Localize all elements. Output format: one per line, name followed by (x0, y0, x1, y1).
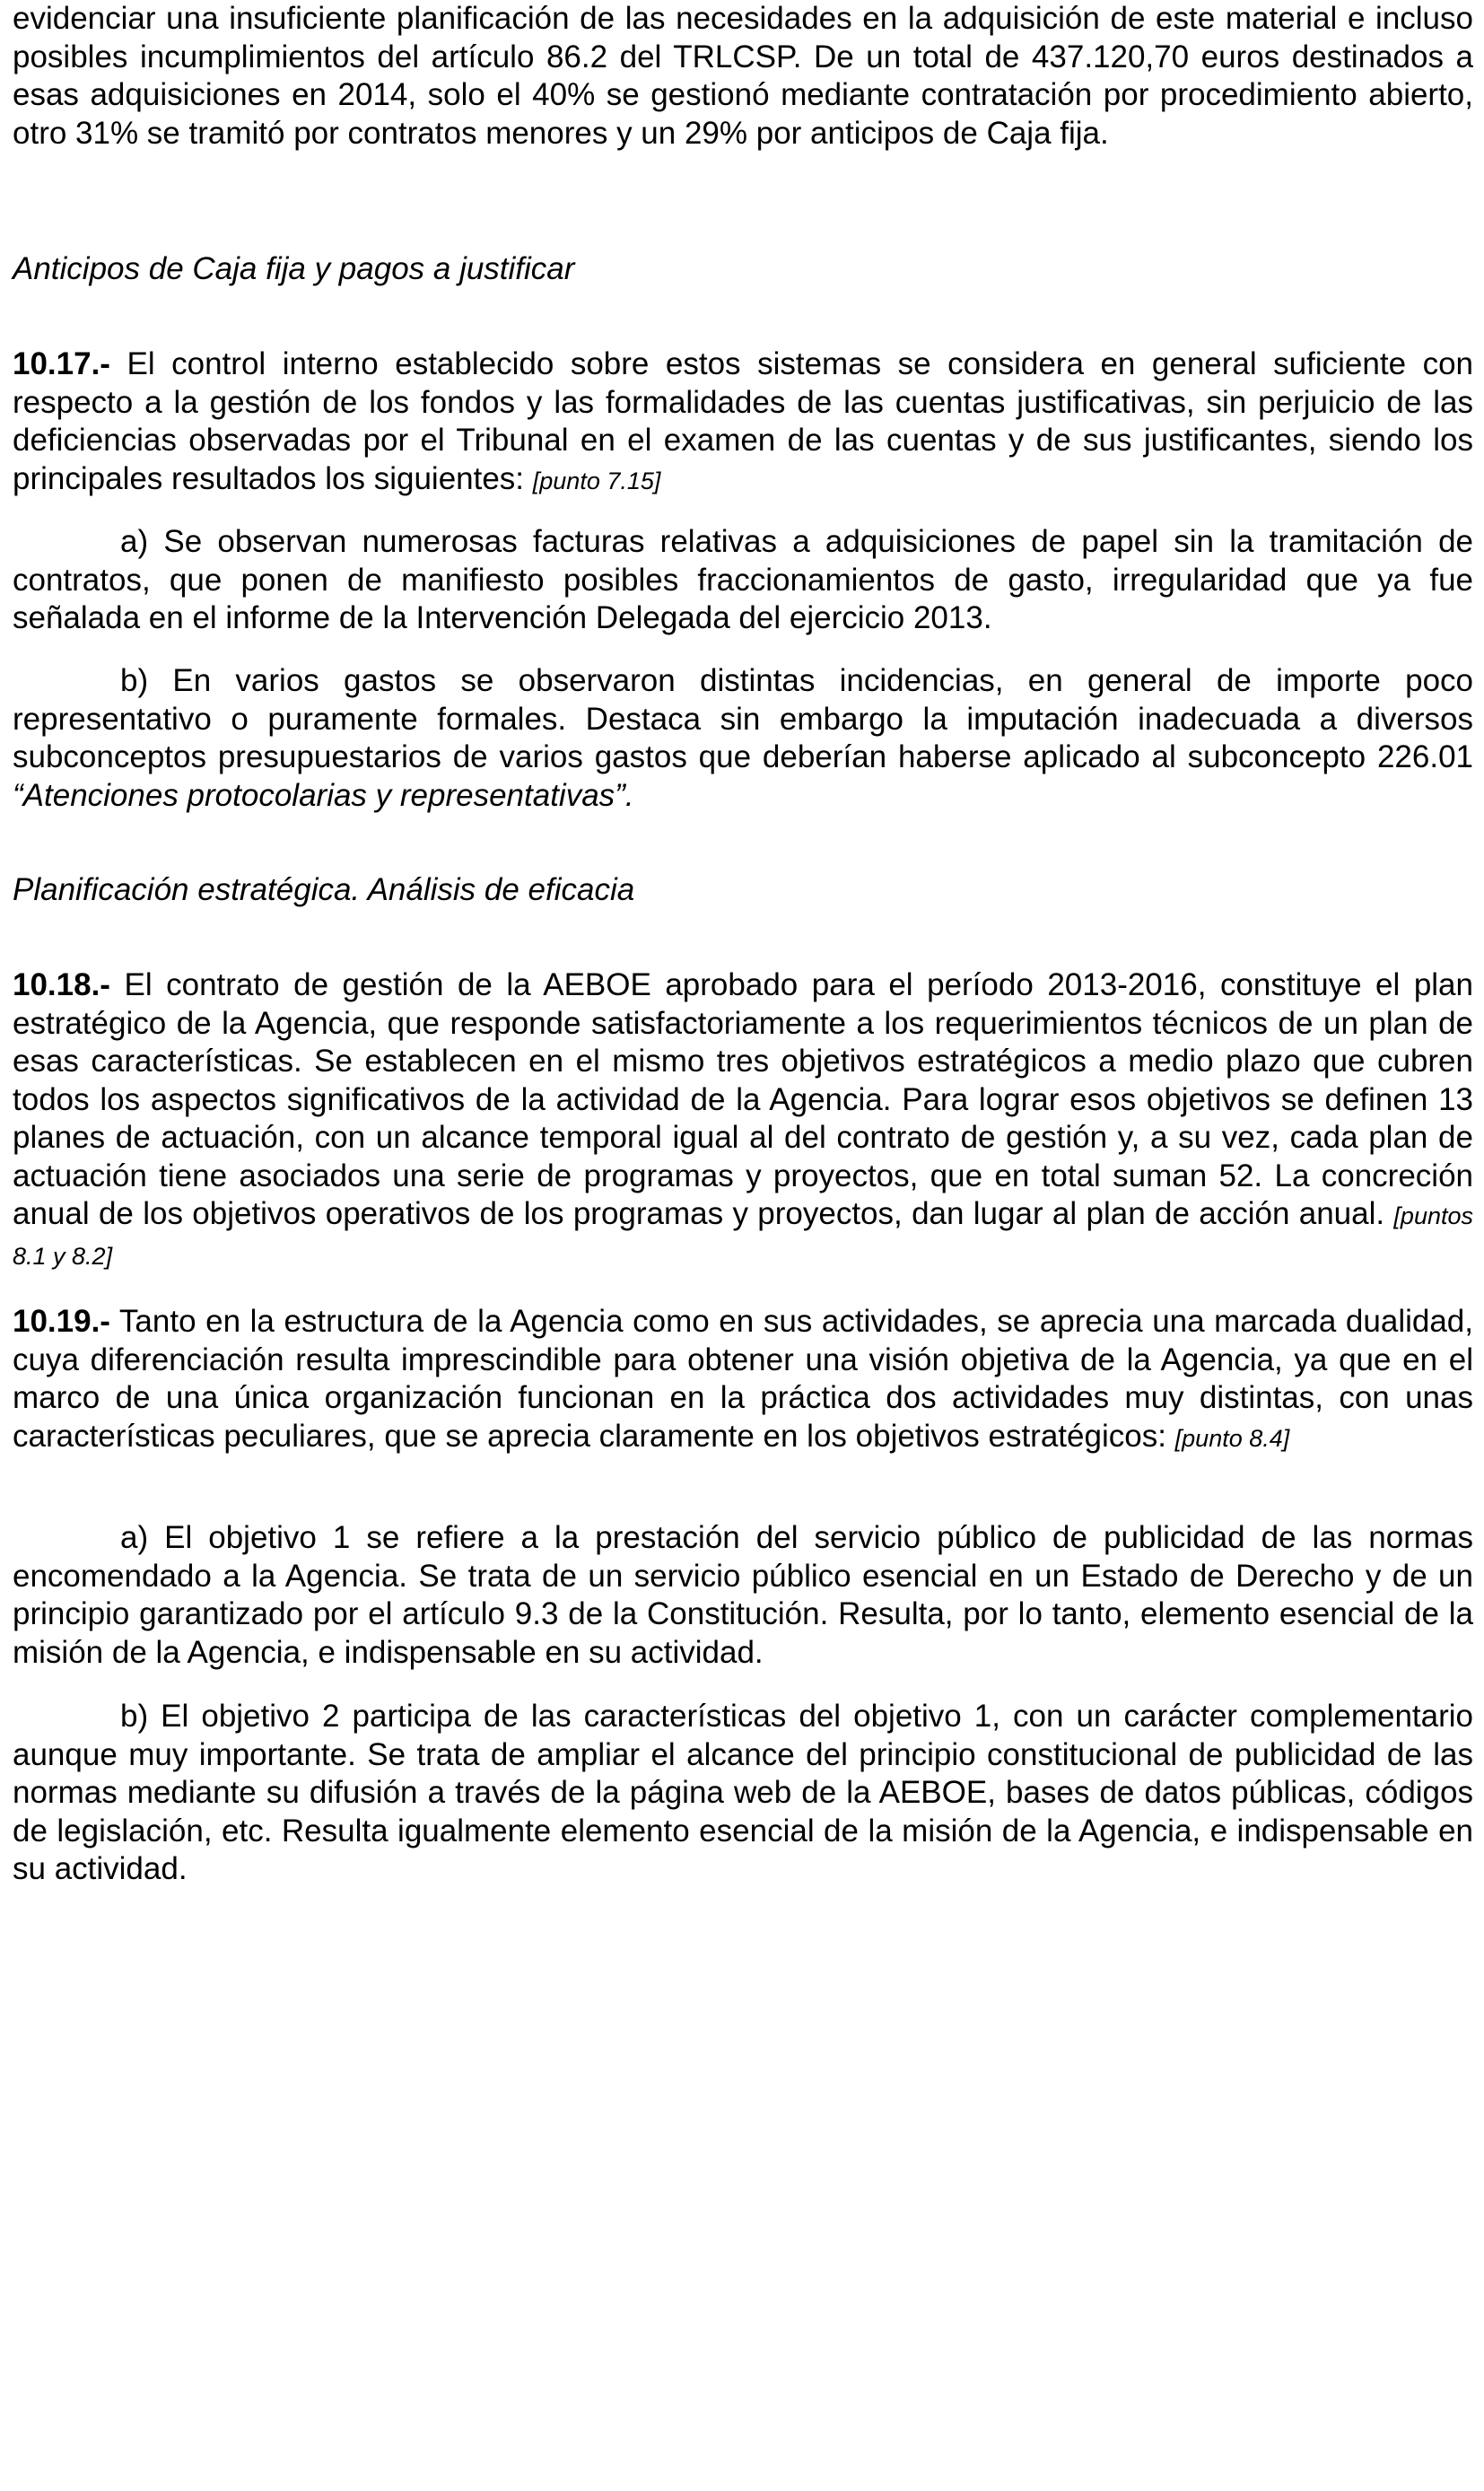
paragraph-text: El contrato de gestión de la AEBOE aprobado para el período 2013-2016, constituye el plan estratégico de la Agencia, que responde satisfactoriamente a los requerimientos técnicos de un plan de esas características. Se establecen en el mismo tres objetivos estratégicos a medio plazo que cubren todos los aspectos significativos de la actividad de la Agencia. Para lograr esos objetivos se definen 13 planes de actuación, con un alcance temporal igual al del contrato de gestión y, a su vez, cada plan de actuación tiene asociados una serie de programas y proyectos, que en total suman 52. La concreción anual de los objetivos operativos de los programas y proyectos, dan lugar al plan de acción anual. (13, 967, 1473, 1231)
item-quote: “Atenciones protocolarias y representativas”. (13, 777, 634, 813)
paragraph-10-17 (13, 345, 1473, 500)
intro-paragraph: evidenciar una insuficiente planificación de las necesidades en la adquisición de este material e incluso posibles incumplimientos del artículo 86.2 del TRLCSP. De un total de 437.120,70 euros destinados a esas adquisiciones en 2014, solo el 40% se gestionó mediante contratación por procedimiento abierto, otro 31% se tramitó por contratos menores y un 29% por anticipos de Caja fija. (13, 1, 1473, 151)
section-heading-planificacion: Planificación estratégica. Análisis de eficacia (13, 872, 635, 907)
list-item-b-objetivos: b) El objetivo 2 participa de las características del objetivo 1, con un carácter complementario aunque muy importante. Se trata de ampliar el alcance del principio constitucional de publicidad de las normas mediante su difusión a través de la página web de la AEBOE, bases de datos públicas, códigos de legislación, etc. Resulta igualmente elemento esencial de la misión de la Agencia, e indispensable en su actividad. (13, 1699, 1473, 1886)
paragraph-reference: [puntos 8.1 y 8.2] (13, 1202, 1473, 1270)
paragraph-number: 10.18.- (13, 967, 110, 1002)
list-item-a-anticipos: a) Se observan numerosas facturas relativas a adquisiciones de papel sin la tramitación de contratos, que ponen de manifiesto posibles fraccionamientos de gasto, irregularidad que ya fue señalada en el informe de la Intervención Delegada del ejercicio 2013. (13, 524, 1473, 635)
section-heading-anticipos: Anticipos de Caja fija y pagos a justificar (13, 251, 575, 286)
list-item-a-objetivos: a) El objetivo 1 se refiere a la prestación del servicio público de publicidad de las normas encomendado a la Agencia. Se trata de un servicio público esencial en un Estado de Derecho y de un principio garantizado por el artículo 9.3 de la Constitución. Resulta, por lo tanto, elemento esencial de la misión de la Agencia, e indispensable en su actividad. (13, 1520, 1473, 1670)
paragraph-reference: [punto 7.15] (532, 467, 661, 494)
paragraph-10-19 (13, 1303, 1473, 1457)
item-text: b) En varios gastos se observaron distintas incidencias, en general de importe poco representativo o puramente formales. Destaca sin embargo la imputación inadecuada a diversos subconceptos presupuestarios de varios gastos que deberían haberse aplicado al subconcepto 226.01 (13, 663, 1473, 774)
paragraph-reference: [punto 8.4] (1174, 1424, 1290, 1452)
paragraph-10-18 (13, 966, 1473, 1275)
paragraph-text: El control interno establecido sobre estos sistemas se considera en general suficiente con respecto a la gestión de los fondos y las formalidades de las cuentas justificativas, sin perjuicio de las deficiencias observadas por el Tribunal en el examen de las cuentas y de sus justificantes, siendo los principales resultados los siguientes: (13, 346, 1473, 496)
list-item-b-anticipos (13, 662, 1473, 815)
paragraph-number: 10.17.- (13, 346, 110, 381)
paragraph-text: Tanto en la estructura de la Agencia como en sus actividades, se aprecia una marcada dualidad, cuya diferenciación resulta imprescindible para obtener una visión objetiva de la Agencia, ya que en el marco de una única organización funcionan en la práctica dos actividades muy distintas, con unas características peculiares, que se aprecia claramente en los objetivos estratégicos: (13, 1304, 1473, 1454)
paragraph-number: 10.19.- (13, 1304, 110, 1339)
